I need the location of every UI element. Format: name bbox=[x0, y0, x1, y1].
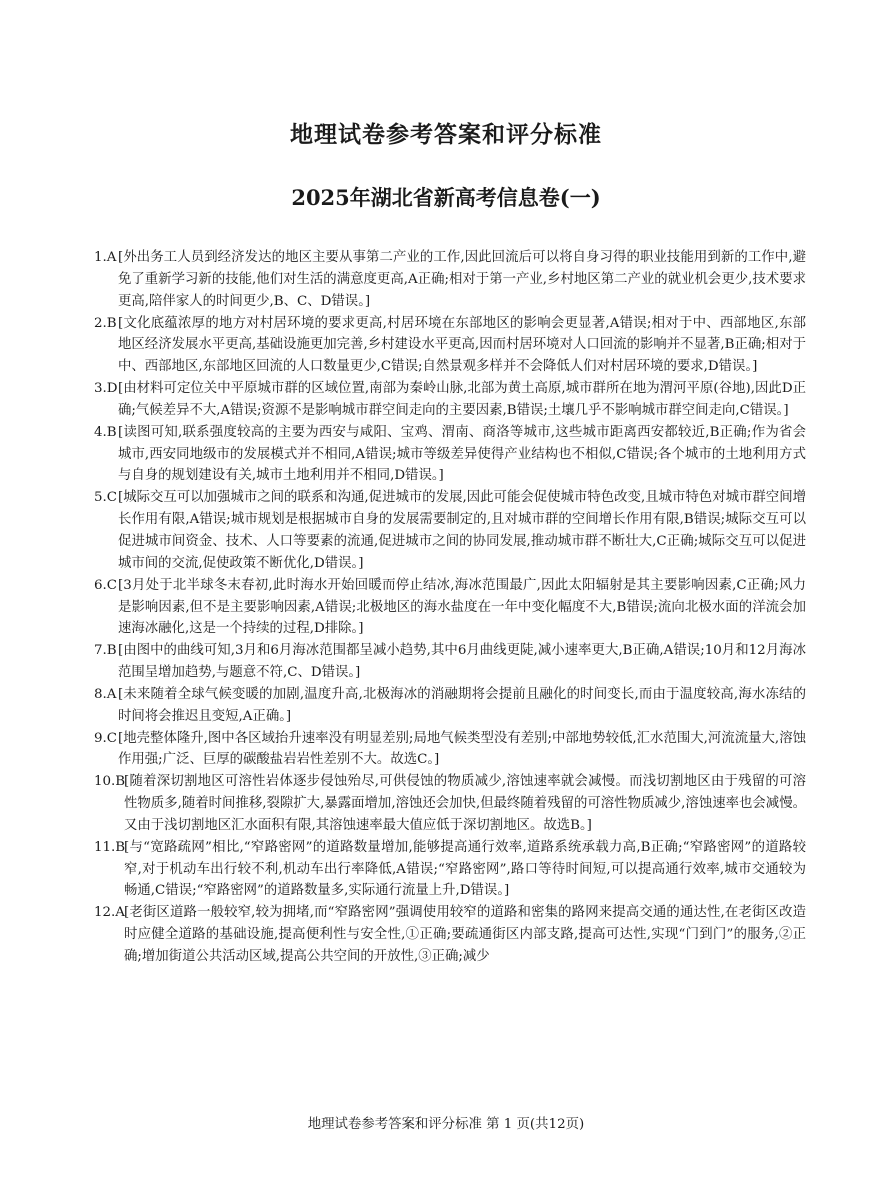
answer-explanation: [3月处于北半球冬末春初,此时海水开始回暖而停止结冰,海冰范围最广,因此太阳辐射是其主要影响因素,C正确;风力是影响因素,但不是主要影响因素,A错误;北极地区的海水盐度在一年中变化幅度不大,B错误;流向北极水面的洋流会加速海冰融化,这是一个持续的过程,D排除。] bbox=[118, 577, 806, 637]
answer-item-4 bbox=[94, 422, 806, 488]
answer-explanation: [由图中的曲线可知,3月和6月海冰范围都呈减小趋势,其中6月曲线更陡,减小速率更大,B正确,A错误;10月和12月海冰范围呈增加趋势,与题意不符,C、D错误。] bbox=[118, 643, 806, 681]
answer-number: 1.A bbox=[94, 250, 117, 265]
answer-number: 11.B bbox=[94, 839, 126, 855]
answer-item-7 bbox=[94, 640, 806, 684]
answer-number: 5.C bbox=[94, 490, 118, 506]
answer-item-3 bbox=[94, 378, 806, 422]
answer-number: 2.B bbox=[94, 315, 117, 331]
answer-explanation: [由材料可定位关中平原城市群的区域位置,南部为秦岭山脉,北部为黄土高原,城市群所在地为渭河平原(谷地),因此D正确;气候差异不大,A错误;资源不是影响城市群空间走向的主要因素,B错误;土壤几乎不影响城市群空间走向,C错误。] bbox=[118, 381, 806, 418]
document-subtitle: 2025年湖北省新高考信息卷(一) bbox=[291, 185, 601, 210]
answer-explanation: [随着深切割地区可溶性岩体逐步侵蚀殆尽,可供侵蚀的物质减少,溶蚀速率就会减慢。而浅切割地区由于残留的可溶性物质多,随着时间推移,裂隙扩大,暴露面增加,溶蚀还会加快,但最终随着残留的可溶性物质减少,溶蚀速率也会减慢。又由于浅切割地区汇水面积有限,其溶蚀速率最大值应低于深切割地区。故选B。] bbox=[124, 774, 806, 833]
answer-number: 6.C bbox=[94, 577, 118, 593]
answer-item-8 bbox=[94, 684, 806, 728]
document-title: 地理试卷参考答案和评分标准 bbox=[290, 122, 602, 148]
answer-explanation: [读图可知,联系强度较高的主要为西安与咸阳、宝鸡、渭南、商洛等城市,这些城市距离西安都较近,B正确;作为省会城市,西安同地级市的发展模式并不相同,A错误;城市等级差异使得产业结构也不相似,C错误;各个城市的土地利用方式与自身的规划建设有关,城市土地利用并不相同,D错误。] bbox=[118, 424, 806, 484]
page-footer: 地理试卷参考答案和评分标准 第 1 页(共12页) bbox=[307, 1117, 585, 1132]
answer-explanation: [地壳整体隆升,图中各区域抬升速率没有明显差别;局地气候类型没有差别;中部地势较低,汇水范围大,河流流量大,溶蚀作用强;广泛、巨厚的碳酸盐岩岩性差别不大。故选C。] bbox=[118, 730, 806, 768]
answer-item-6 bbox=[94, 575, 806, 641]
answer-item-9 bbox=[94, 728, 806, 772]
answer-explanation: [与“宽路疏网”相比,“窄路密网”的道路数量增加,能够提高通行效率,道路系统承载力高,B正确;“窄路密网”的道路较窄,对于机动车出行较不利,机动车出行率降低,A错误;“窄路密网”,路口等待时间短,可以提高通行效率,城市交通较为畅通,C错误;“窄路密网”的道路数量多,实际通行流量上升,D错误。] bbox=[124, 839, 806, 899]
answer-explanation: [文化底蕴浓厚的地方对村居环境的要求更高,村居环境在东部地区的影响会更显著,A错误;相对于中、西部地区,东部地区经济发展水平更高,基础设施更加完善,乡村建设水平更高,因而村居环境对人口回流的影响并不显著,B正确;相对于中、西部地区,东部地区回流的人口数量更少,C错误;自然景观多样并不会降低人们对村居环境的要求,D错误。] bbox=[118, 315, 806, 375]
answer-explanation: [未来随着全球气候变暖的加剧,温度升高,北极海冰的消融期将会提前且融化的时间变长,而由于温度较高,海水冻结的时间将会推迟且变短,A正确。] bbox=[118, 686, 806, 724]
answer-item-12 bbox=[94, 902, 806, 968]
answer-number: 12.A bbox=[94, 905, 125, 921]
answer-list bbox=[94, 247, 806, 968]
answer-number: 7.B bbox=[94, 643, 117, 659]
answer-explanation: [城际交互可以加强城市之间的联系和沟通,促进城市的发展,因此可能会促使城市特色改变,且城市特色对城市群空间增长作用有限,A错误;城市规划是根据城市自身的发展需要制定的,且对城市群的空间增长作用有限,B错误;城际交互可以促进城市间资金、技术、人口等要素的流通,促进城市之间的协同发展,推动城市群不断壮大,C正确;城际交互可以促进城市间的交流,促使政策不断优化,D错误。] bbox=[118, 490, 806, 571]
answer-number: 8.A bbox=[94, 686, 117, 702]
answer-item-5 bbox=[94, 487, 806, 574]
answer-number: 10.B bbox=[94, 774, 126, 790]
answer-number: 4.B bbox=[94, 424, 117, 440]
answer-item-11 bbox=[94, 837, 806, 903]
answer-number: 9.C bbox=[94, 730, 118, 746]
answer-item-10 bbox=[94, 771, 806, 837]
answer-explanation: [外出务工人员到经济发达的地区主要从事第二产业的工作,因此回流后可以将自身习得的职业技能用到新的工作中,避免了重新学习新的技能,他们对生活的满意度更高,A正确;相对于第一产业,乡村地区第二产业的就业机会更少,技术要求更高,陪伴家人的时间更少,B、C、D错误。] bbox=[118, 250, 806, 309]
answer-number: 3.D bbox=[94, 381, 118, 397]
answer-explanation: [老街区道路一般较窄,较为拥堵,而“窄路密网”强调使用较窄的道路和密集的路网来提高交通的通达性,在老街区改造时应健全道路的基础设施,提高便利性与安全性,①正确;要疏通街区内部支路,提高可达性,实现“门到门”的服务,②正确;增加街道公共活动区域,提高公共空间的开放性,③正确;减少 bbox=[124, 905, 806, 964]
answer-item-1 bbox=[94, 247, 806, 313]
answer-item-2 bbox=[94, 313, 806, 379]
